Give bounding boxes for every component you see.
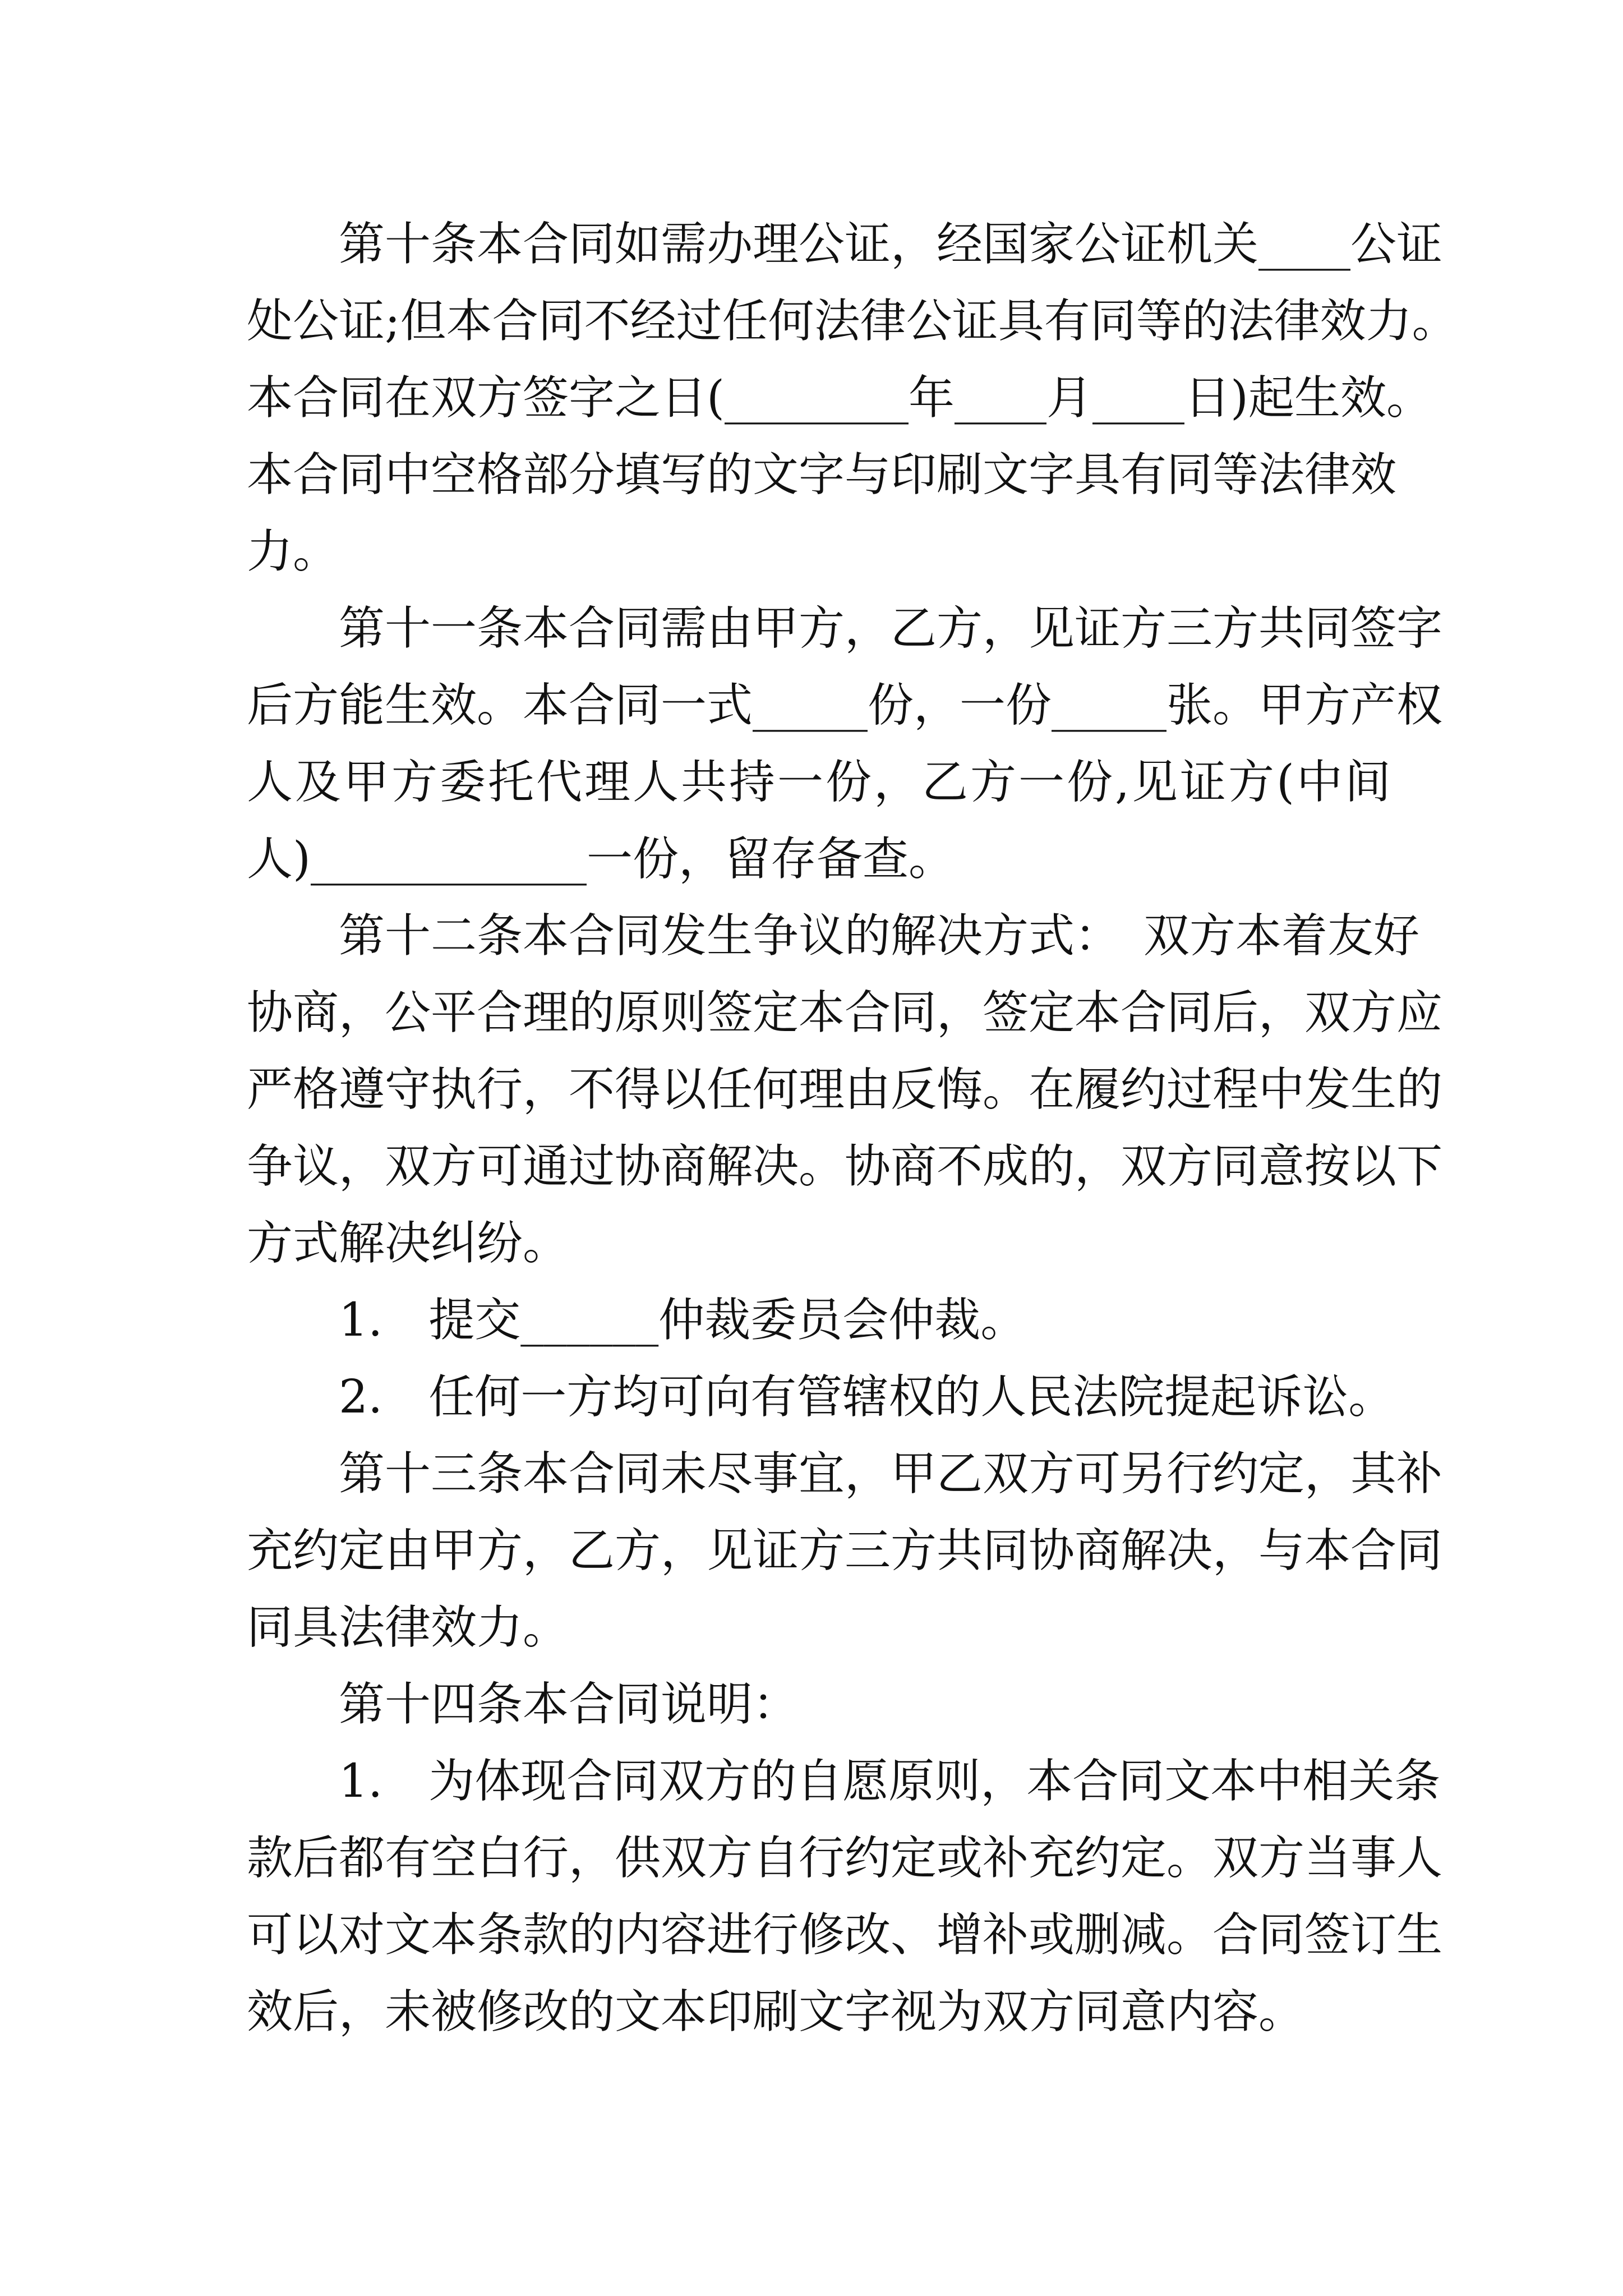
text-line: 本合同中空格部分填写的文字与印刷文字具有同等法律效 <box>247 448 1397 501</box>
text-line: 可以对文本条款的内容进行修改、增补或删减。合同签订生 <box>247 1908 1443 1962</box>
text-line: 后方能生效。本合同一式_____份，一份_____张。甲方产权 <box>247 679 1443 732</box>
text-line: 人)____________一份，留存备查。 <box>247 832 955 886</box>
text-line: 处公证;但本合同不经过任何法律公证具有同等的法律效力。 <box>247 295 1458 348</box>
list-item: 1. 为体现合同双方的自愿原则，本合同文本中相关条 <box>339 1755 1441 1808</box>
text-line: 严格遵守执行，不得以任何理由反悔。在履约过程中发生的 <box>247 1063 1443 1116</box>
text-line: 第十三条本合同未尽事宜，甲乙双方可另行约定，其补 <box>339 1447 1443 1501</box>
text-line: 第十四条本合同说明： <box>339 1678 799 1731</box>
list-item: 2. 任何一方均可向有管辖权的人民法院提起诉讼。 <box>339 1370 1395 1424</box>
text-line: 人及甲方委托代理人共持一份，乙方一份,见证方(中间 <box>247 756 1391 809</box>
text-line: 同具法律效力。 <box>247 1601 569 1654</box>
text-line: 效后，未被修改的文本印刷文字视为双方同意内容。 <box>247 1985 1305 2039</box>
text-line: 款后都有空白行，供双方自行约定或补充约定。双方当事人 <box>247 1832 1443 1885</box>
text-line: 方式解决纠纷。 <box>247 1217 569 1270</box>
text-line: 争议，双方可通过协商解决。协商不成的，双方同意按以下 <box>247 1140 1443 1193</box>
list-item: 1. 提交______仲裁委员会仲裁。 <box>339 1294 1027 1347</box>
text-line: 协商，公平合理的原则签定本合同，签定本合同后，双方应 <box>247 986 1443 1039</box>
text-line: 充约定由甲方，乙方，见证方三方共同协商解决，与本合同 <box>247 1524 1443 1577</box>
text-line: 第十二条本合同发生争议的解决方式： 双方本着友好 <box>339 909 1420 963</box>
text-line: 第十一条本合同需由甲方，乙方，见证方三方共同签字 <box>339 602 1443 655</box>
text-line: 力。 <box>247 525 339 578</box>
text-line: 本合同在双方签字之日(________年____月____日)起生效。 <box>247 371 1432 425</box>
text-line: 第十条本合同如需办理公证，经国家公证机关____公证 <box>339 218 1443 271</box>
